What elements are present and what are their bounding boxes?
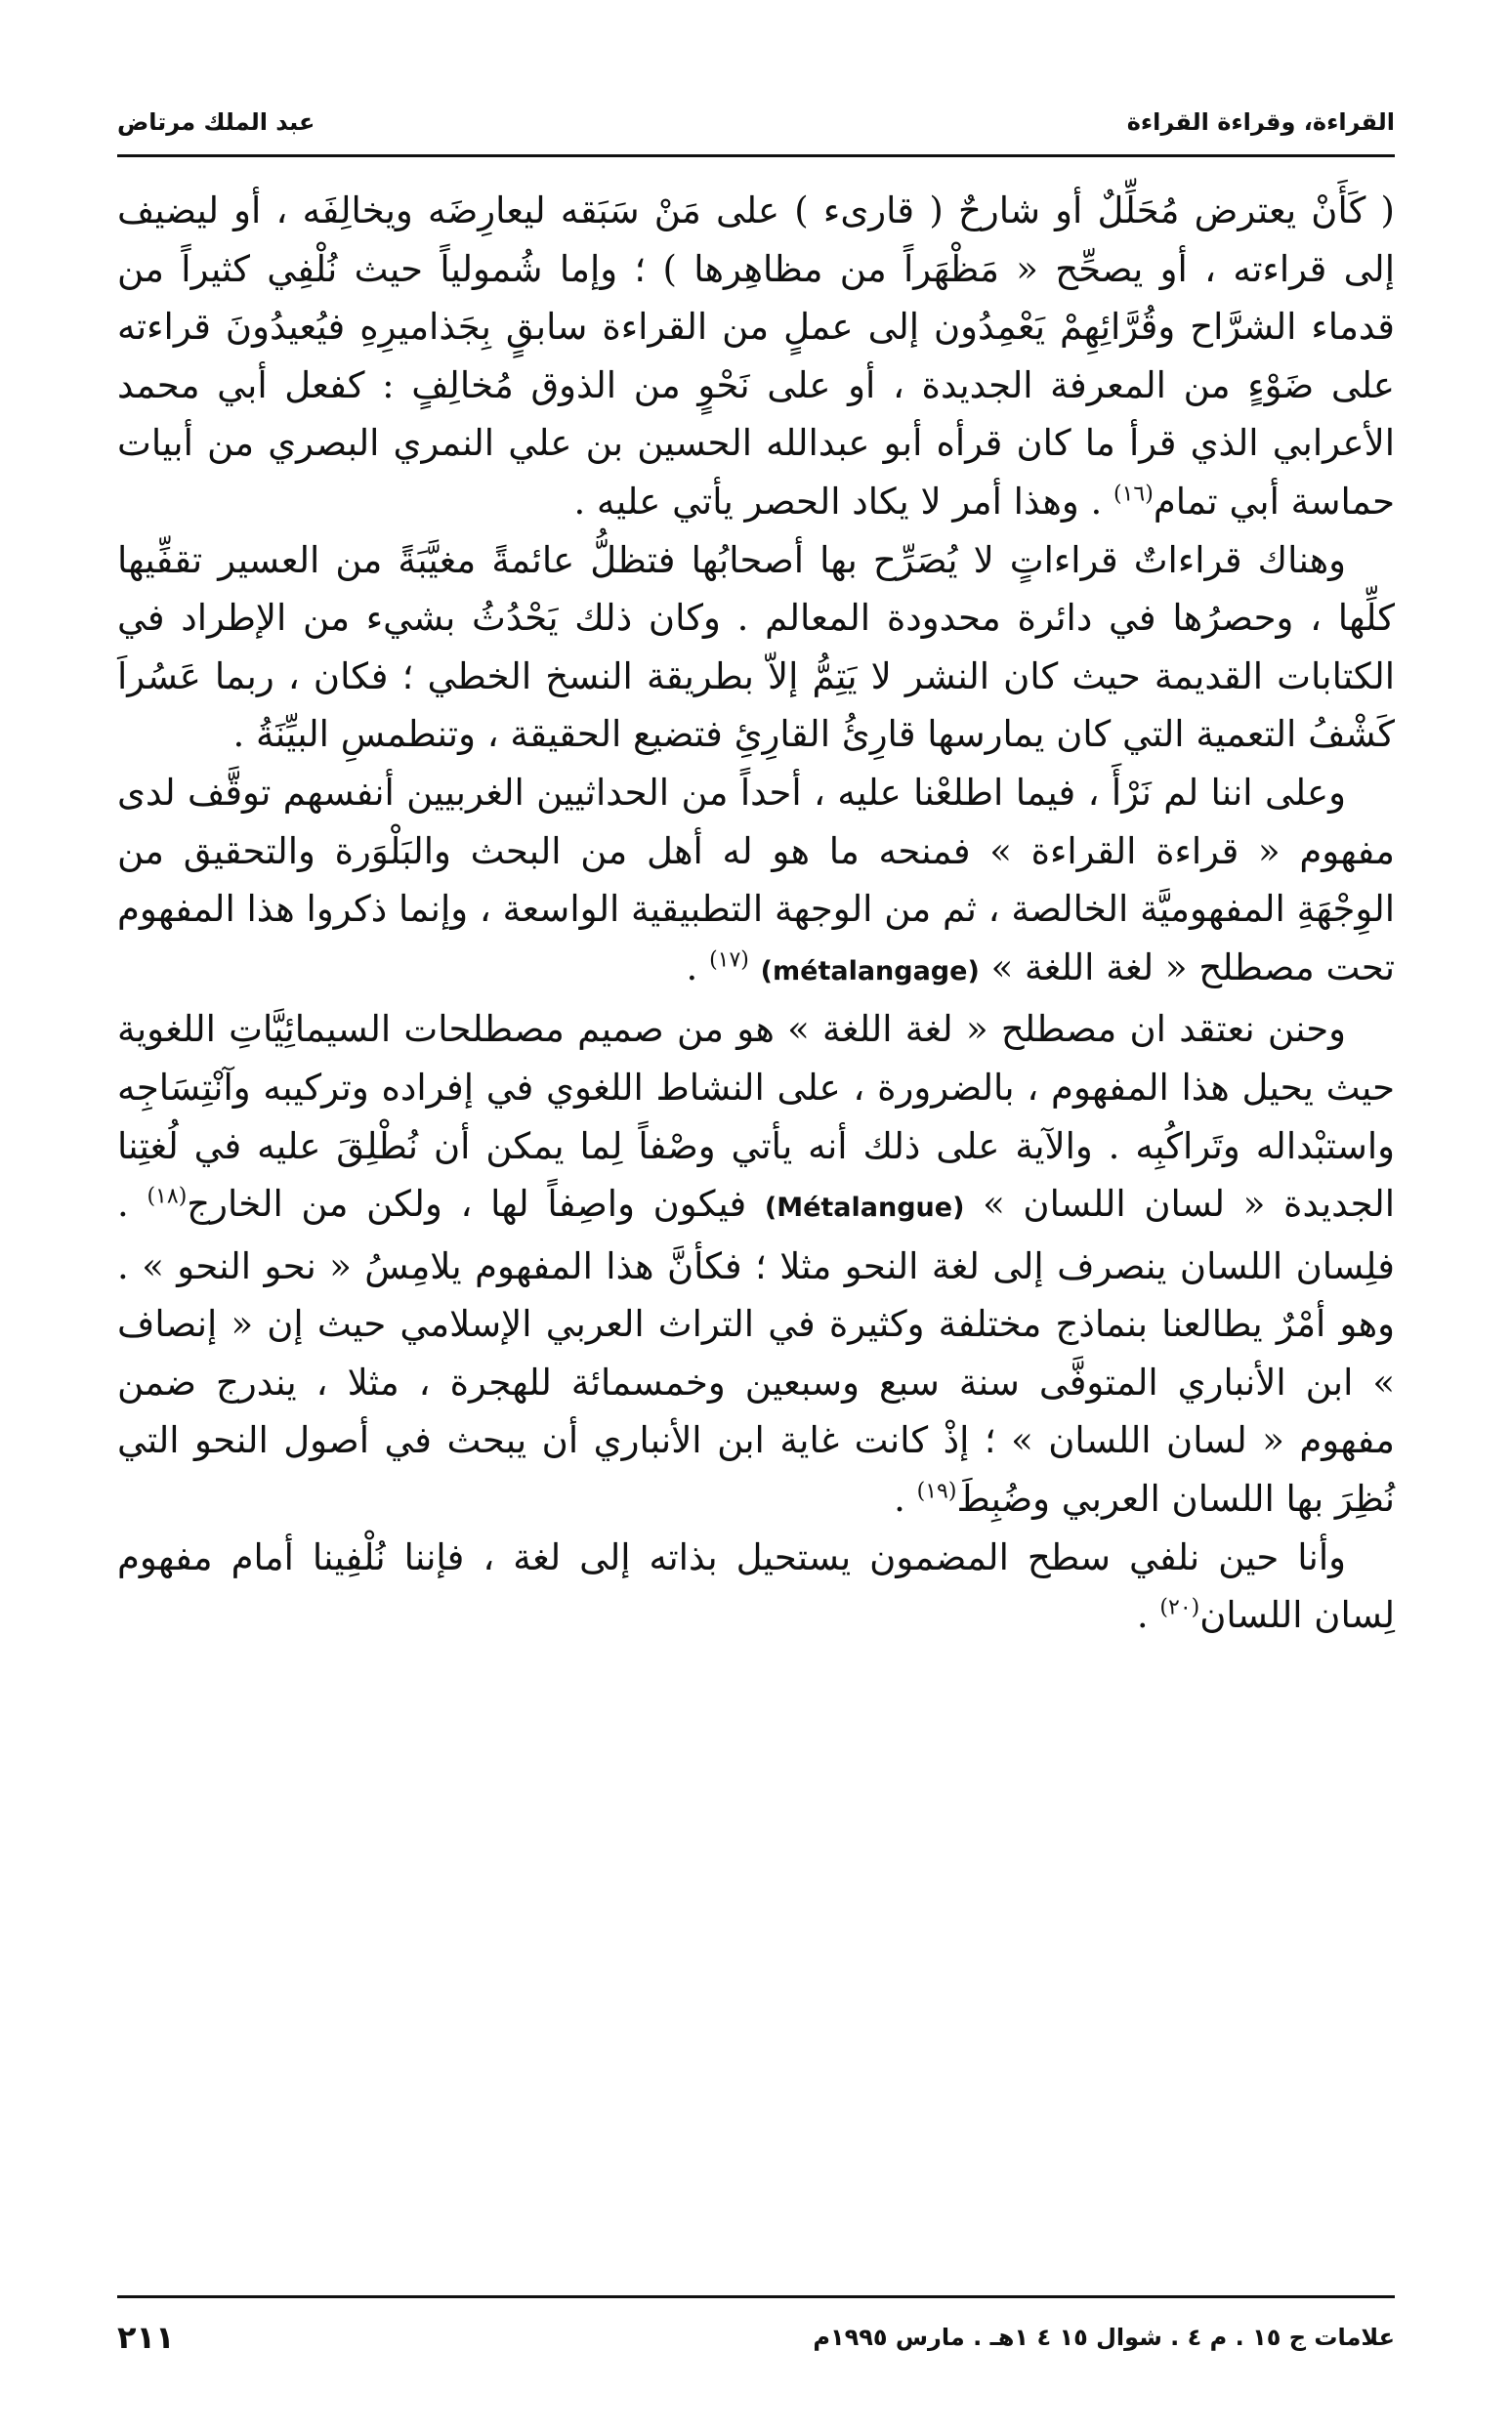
paragraph-4-text: وحنن نعتقد ان مصطلح « لغة اللغة » هو من صميم مصطلحات السيمائِيَّاتِ اللغوية حيث يحيل هذا المفهوم ، بالضرورة ، على النشاط اللغوي في إفراده وتركيبه وآنْتِسَاجِه واستبْداله وتَراكُبِه . والآية على ذلك أنه يأتي وصْفاً لِما يمكن أن نُطْلِقَ عليه في لُغتِنا الجديدة « لسان اللسان » bbox=[117, 1008, 1396, 1226]
paragraph-5-period: . bbox=[1136, 1594, 1149, 1637]
paragraph-5 bbox=[117, 1529, 1395, 1645]
paragraph-3 bbox=[117, 764, 1395, 1000]
paragraph-1 bbox=[117, 182, 1395, 531]
paragraph-4-text-c: . فلِسان اللسان ينصرف إلى لغة النحو مثلا ؛ فكأنَّ هذا المفهوم يلامِسُ « نحو النحو » . وهو أمْرٌ يطالعنا بنماذج مختلفة وكثيرة في التراث العربي الإسلامي حيث إن « إنصاف » ابن الأنباري المتوفَّى سنة سبع وسبعين وخمسمائة للهجرة ، مثلا ، يندرج ضمن مفهوم « لسان اللسان » ؛ إذْ كانت غاية ابن الأنباري أن يبحث في أصول النحو التي نُظِرَ بها اللسان العربي وضُبِطَ bbox=[117, 1183, 1395, 1521]
header-title: القراءة، وقراءة القراءة bbox=[1126, 108, 1395, 136]
running-header bbox=[117, 98, 1395, 147]
footnote-ref-18: (١٨) bbox=[147, 1184, 188, 1209]
paragraph-3-text: وعلى اننا لم نَرْأَ ، فيما اطلعْنا عليه ، أحداً من الحداثيين الغربيين أنفسهم توقَّف لدى مفهوم « قراءة القراءة » فمنحه ما هو له أهل من البحث والبَلْوَرة والتحقيق من الوِجْهَةِ المفهوميَّة الخالصة ، ثم من الوجهة التطبيقية الواسعة ، وإنما ذكروا هذا المفهوم تحت مصطلح « لغة اللغة » bbox=[117, 771, 1395, 988]
footnote-ref-17: (١٧) bbox=[709, 947, 749, 973]
footnote-ref-16: (١٦) bbox=[1113, 482, 1154, 507]
footnote-ref-20: (٢٠) bbox=[1159, 1595, 1200, 1620]
paragraph-4 bbox=[117, 1000, 1395, 1528]
body-text bbox=[117, 182, 1395, 1645]
paragraph-4-period: . bbox=[894, 1478, 905, 1521]
paragraph-2-text: وهناك قراءاتٌ قراءاتٍ لا يُصَرِّح بها أصحابُها فتظلُّ عائمةً مغيَّبَةً من العسير تقفِّيها كلِّها ، وحصرُها في دائرة محدودة المعالم . وكان ذلك يَحْدُثُ بشيء من الإطراد في الكتابات القديمة حيث كان النشر لا يَتِمُّ إلاّ بطريقة النسخ الخطي ؛ فكان ، ربما عَسُراَ كَشْفُ التعمية التي كان يمارسها قارِئُ القارِئِ فتضيع الحقيقة ، وتنطمسِ البيِّنَةُ . bbox=[117, 538, 1395, 756]
paragraph-2 bbox=[117, 531, 1395, 764]
footer-divider bbox=[117, 2295, 1395, 2298]
paragraph-5-text: وأنا حين نلفي سطح المضمون يستحيل بذاته إلى لغة ، فإننا نُلْفِينا أمام مفهوم لِسان اللسان bbox=[117, 1535, 1395, 1637]
term-metalangue: (Métalangue) bbox=[764, 1193, 965, 1224]
paragraph-1-text: ( كَأَنْ يعترض مُحَلِّلٌ أو شارحٌ ( قارىء ) على مَنْ سَبَقه ليعارِضَه ويخالِفَه ، أو ليضيف إلى قراءته ، أو يصحِّح « مَظْهَراً من مظاهِرها ) ؛ وإما شُمولياً حيث نُلْفِي كثيراً من قدماء الشرَّاح وقُرَّائِهِمْ يَعْمِدُون إلى عملٍ من القراءة سابقٍ بِجَذاميرِهِ فيُعيدُونَ قراءته على ضَوْءٍ من المعرفة الجديدة ، أو على نَحْوٍ من الذوق مُخالِفٍ : كفعل أبي محمد الأعرابي الذي قرأ ما كان قرأه أبو عبدالله الحسين بن علي النمري البصري من أبيات حماسة أبي تمام bbox=[117, 189, 1395, 523]
footnote-ref-19: (١٩) bbox=[916, 1479, 957, 1504]
paragraph-4-text-b: فيكون واصِفاً لها ، ولكن من الخارج bbox=[187, 1183, 747, 1226]
page-number: ٢١١ bbox=[117, 2319, 175, 2356]
running-footer bbox=[117, 2313, 1395, 2362]
paragraph-3-period: . bbox=[686, 945, 698, 988]
header-divider bbox=[117, 154, 1395, 157]
footer-journal: علامات ج ١٥ . م ٤ . شوال ١٥ ٤ ١هـ . مارس ١٩٩٥م bbox=[813, 2324, 1395, 2351]
term-metalangage: (métalangage) bbox=[760, 955, 980, 986]
paragraph-1-tail: . وهذا أمر لا يكاد الحصر يأتي عليه . bbox=[573, 480, 1103, 523]
header-author: عبد الملك مرتاض bbox=[117, 108, 315, 136]
